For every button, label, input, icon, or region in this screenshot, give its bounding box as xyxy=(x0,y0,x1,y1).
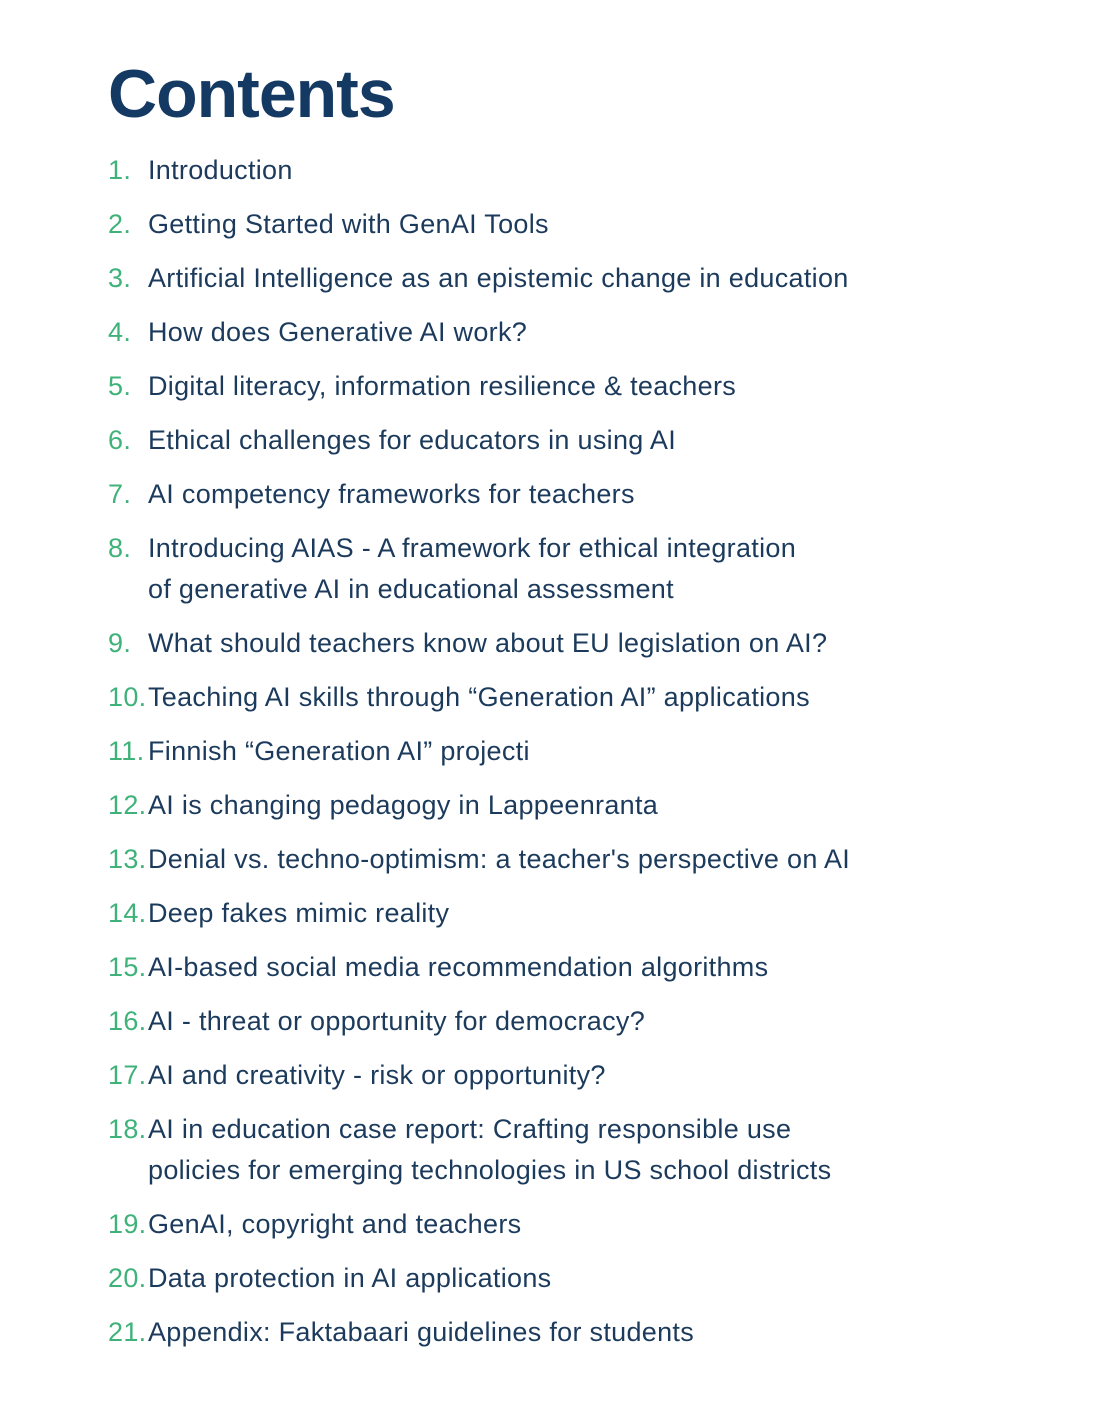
toc-entry[interactable] xyxy=(108,785,1008,826)
toc-entry-number: 3. xyxy=(108,263,132,293)
toc-entry-number: 16. xyxy=(108,1006,147,1036)
toc-entry[interactable] xyxy=(108,1204,1008,1245)
toc-entry-number: 17. xyxy=(108,1060,147,1090)
toc-entry-number: 10. xyxy=(108,682,147,712)
toc-entry[interactable] xyxy=(108,204,1008,245)
toc-entry[interactable] xyxy=(108,420,1008,461)
toc-entry-number: 7. xyxy=(108,479,132,509)
toc-entry[interactable] xyxy=(108,623,1008,664)
toc-entry[interactable] xyxy=(108,677,1008,718)
toc-entry-number: 9. xyxy=(108,628,132,658)
toc-entry-number: 14. xyxy=(108,898,147,928)
toc-entry-number: 5. xyxy=(108,371,132,401)
toc-entry-title: Ethical challenges for educators in using AI xyxy=(148,425,677,455)
toc-entry-number: 2. xyxy=(108,209,132,239)
toc-entry-title: Teaching AI skills through “Generation AI” applications xyxy=(148,682,810,712)
toc-entry-title: Introduction xyxy=(148,155,293,185)
toc-entry-title: AI and creativity - risk or opportunity? xyxy=(148,1060,606,1090)
table-of-contents xyxy=(108,150,1008,1366)
toc-entry[interactable] xyxy=(108,1312,1008,1353)
toc-entry-number: 6. xyxy=(108,425,132,455)
toc-entry-number: 12. xyxy=(108,790,147,820)
toc-entry[interactable] xyxy=(108,1109,1008,1191)
toc-entry-number: 18. xyxy=(108,1114,147,1144)
toc-entry-number: 8. xyxy=(108,533,132,563)
toc-entry-title: How does Generative AI work? xyxy=(148,317,528,347)
toc-entry-title: Finnish “Generation AI” projecti xyxy=(148,736,530,766)
toc-entry-number: 1. xyxy=(108,155,132,185)
toc-entry-title: AI - threat or opportunity for democracy? xyxy=(148,1006,646,1036)
toc-entry-title: Digital literacy, information resilience & teachers xyxy=(148,371,737,401)
toc-entry[interactable] xyxy=(108,528,1008,610)
toc-entry[interactable] xyxy=(108,731,1008,772)
toc-entry-title: AI in education case report: Crafting responsible use policies for emerging technologies in US school districts xyxy=(148,1114,832,1185)
toc-entry-title: AI competency frameworks for teachers xyxy=(148,479,635,509)
toc-entry[interactable] xyxy=(108,150,1008,191)
toc-entry-number: 11. xyxy=(108,736,145,766)
toc-entry-title: Data protection in AI applications xyxy=(148,1263,552,1293)
toc-entry-title: GenAI, copyright and teachers xyxy=(148,1209,522,1239)
toc-entry-title: Denial vs. techno-optimism: a teacher's perspective on AI xyxy=(148,844,851,874)
toc-entry-title: Introducing AIAS - A framework for ethical integration of generative AI in educational assessment xyxy=(148,533,797,604)
toc-entry[interactable] xyxy=(108,474,1008,515)
toc-entry[interactable] xyxy=(108,312,1008,353)
toc-entry[interactable] xyxy=(108,839,1008,880)
toc-entry-number: 20. xyxy=(108,1263,147,1293)
toc-entry-title: Appendix: Faktabaari guidelines for students xyxy=(148,1317,695,1347)
toc-entry-title: AI is changing pedagogy in Lappeenranta xyxy=(148,790,659,820)
toc-entry-number: 13. xyxy=(108,844,147,874)
toc-entry-title: Deep fakes mimic reality xyxy=(148,898,450,928)
toc-entry-number: 15. xyxy=(108,952,147,982)
toc-entry[interactable] xyxy=(108,1001,1008,1042)
toc-entry-title: Artificial Intelligence as an epistemic change in education xyxy=(148,263,849,293)
toc-entry-title: What should teachers know about EU legislation on AI? xyxy=(148,628,828,658)
toc-entry[interactable] xyxy=(108,258,1008,299)
toc-entry[interactable] xyxy=(108,1055,1008,1096)
page-title: Contents xyxy=(108,56,395,132)
toc-entry[interactable] xyxy=(108,947,1008,988)
toc-entry-number: 4. xyxy=(108,317,132,347)
toc-entry-number: 21. xyxy=(108,1317,147,1347)
toc-entry[interactable] xyxy=(108,1258,1008,1299)
toc-entry-title: Getting Started with GenAI Tools xyxy=(148,209,549,239)
toc-entry-title: AI-based social media recommendation algorithms xyxy=(148,952,769,982)
toc-entry[interactable] xyxy=(108,893,1008,934)
toc-entry-number: 19. xyxy=(108,1209,147,1239)
toc-entry[interactable] xyxy=(108,366,1008,407)
